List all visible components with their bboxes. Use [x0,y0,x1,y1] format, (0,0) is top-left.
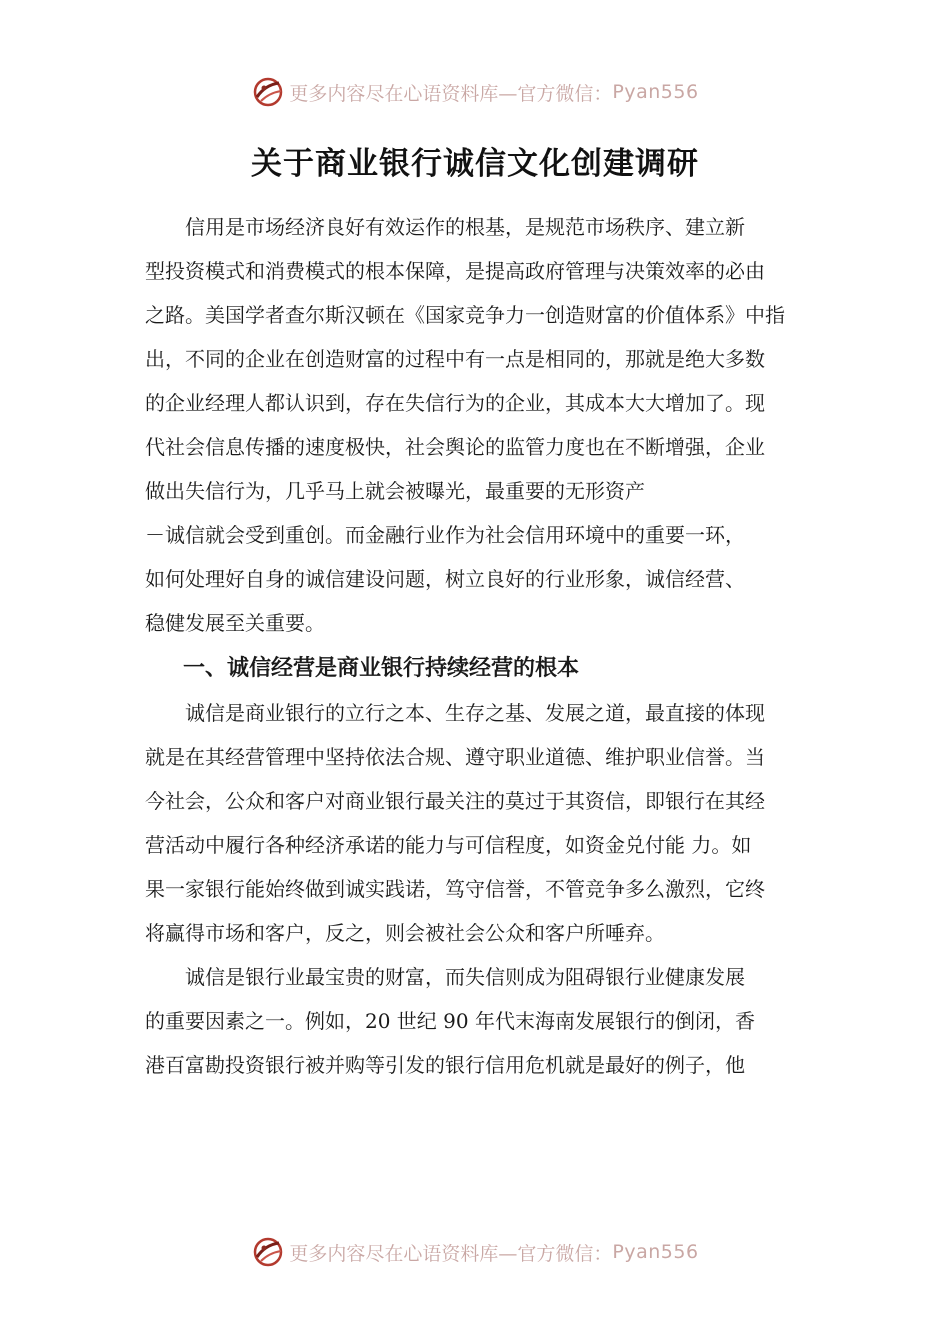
text-line: 营活动中履行各种经济承诺的能力与可信程度，如资金兑付能 力。如 [145,833,752,857]
logo-icon [251,1235,285,1269]
page-title: 关于商业银行诚信文化创建调研 [251,146,699,182]
header-banner [0,72,950,112]
text-line: 果一家银行能始终做到诚实践诺，笃守信誉，不管竞争多么激烈，它终 [145,877,765,901]
text-line: 诚信是银行业最宝贵的财富，而失信则成为阻碍银行业健康发展 [185,965,745,989]
text-line: 港百富勘投资银行被并购等引发的银行信用危机就是最好的例子，他 [145,1053,745,1077]
text-line: 型投资模式和消费模式的根本保障，是提高政府管理与决策效率的必由 [145,259,765,283]
banner-wechat-id: Pyan556 [612,1241,699,1263]
banner-text: 更多内容尽在心语资料库—官方微信： [289,1242,613,1265]
text-line: 今社会，公众和客户对商业银行最关注的莫过于其资信，即银行在其经 [145,789,765,813]
paragraph-3 [145,955,825,1087]
text-line: －诚信就会受到重创。而金融行业作为社会信用环境中的重要一环， [145,523,745,547]
logo-icon [251,75,285,109]
document-body [145,205,825,1087]
text-line: 的重要因素之一。例如，20 世纪 90 年代末海南发展银行的倒闭，香 [145,1009,755,1033]
text-line: 将赢得市场和客户，反之，则会被社会公众和客户所唾弃。 [145,921,665,945]
footer-banner [0,1232,950,1272]
text-line: 如何处理好自身的诚信建设问题，树立良好的行业形象，诚信经营、 [145,567,745,591]
text-line: 诚信是商业银行的立行之本、生存之基、发展之道，最直接的体现 [185,701,765,725]
text-line: 的企业经理人都认识到，存在失信行为的企业，其成本大大增加了。现 [145,391,765,415]
text-line: 做出失信行为，几乎马上就会被曝光，最重要的无形资产 [145,479,645,503]
paragraph-2 [145,691,825,955]
text-line: 代社会信息传播的速度极快，社会舆论的监管力度也在不断增强，企业 [145,435,765,459]
text-line: 出，不同的企业在创造财富的过程中有一点是相同的，那就是绝大多数 [145,347,765,371]
banner-wechat-id: Pyan556 [612,81,699,103]
text-line: 稳健发展至关重要。 [145,611,325,635]
banner-text: 更多内容尽在心语资料库—官方微信： [289,82,613,105]
text-line: 之路。美国学者查尔斯汉顿在《国家竞争力一创造财富的价值体系》中指 [145,303,785,327]
paragraph-1 [145,205,825,645]
text-line: 就是在其经营管理中坚持依法合规、遵守职业道德、维护职业信誉。当 [145,745,765,769]
text-line: 信用是市场经济良好有效运作的根基，是规范市场秩序、建立新 [185,215,745,239]
section-heading-1: 一、诚信经营是商业银行持续经营的根本 [183,656,580,681]
